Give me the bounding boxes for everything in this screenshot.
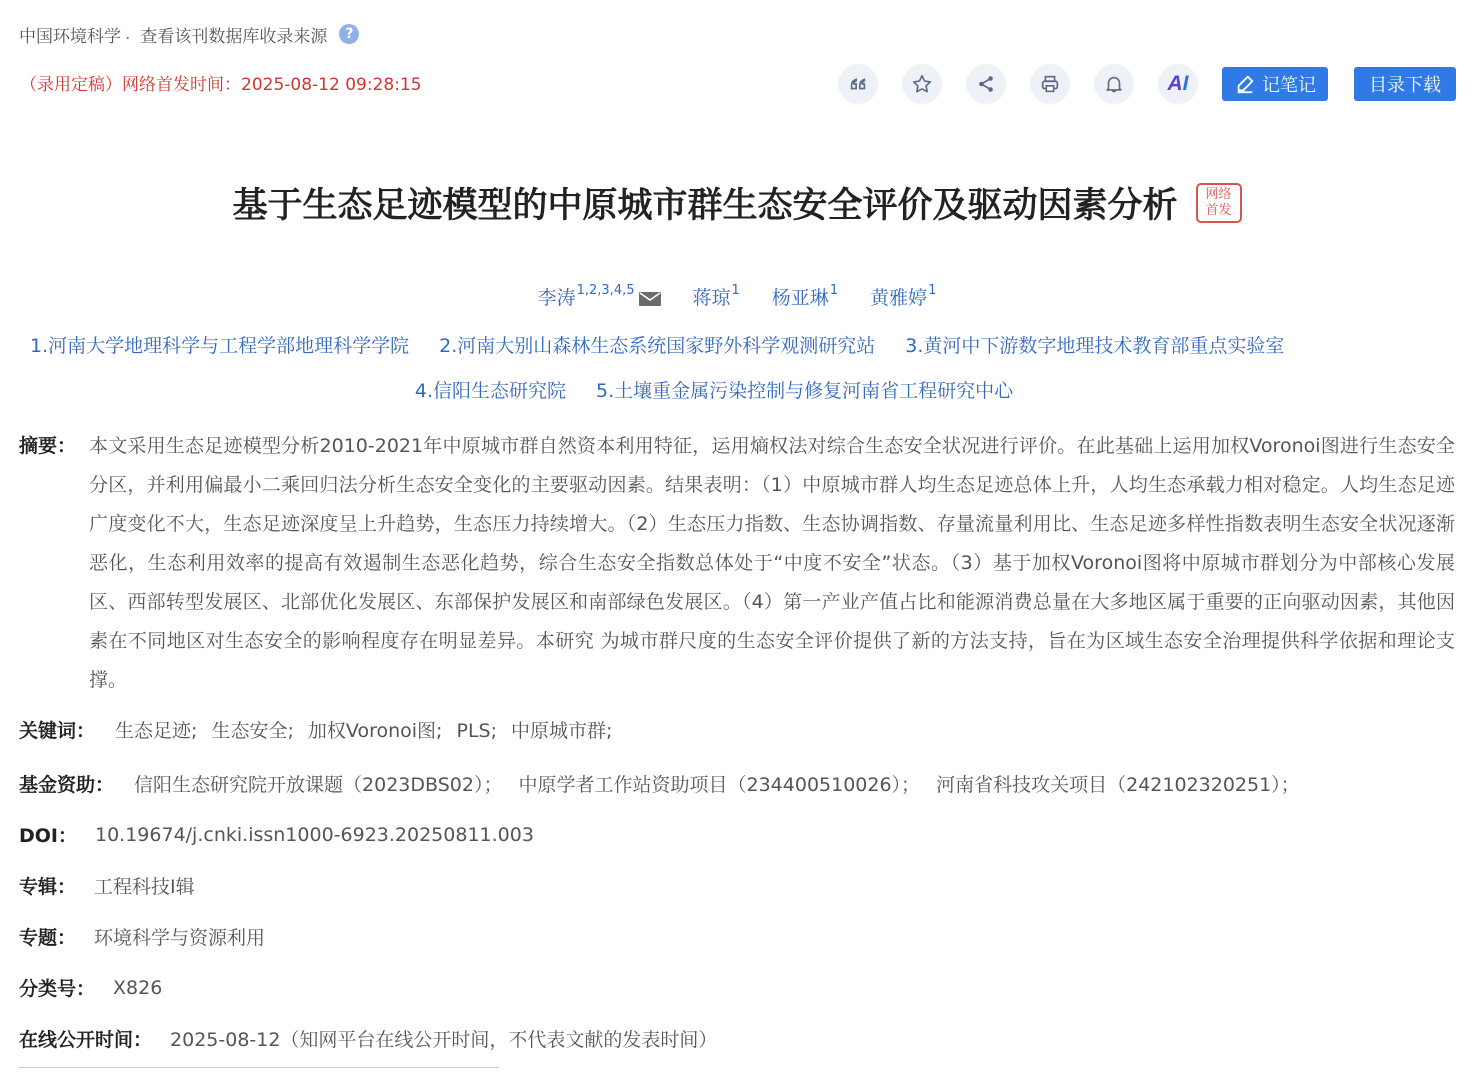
- keyword-list: [115, 716, 620, 743]
- funding-link[interactable]: 河南省科技攻关项目（242102320251）；: [936, 774, 1300, 796]
- author-sup: 1,2,3,4,5: [576, 283, 635, 298]
- keywords-label: 关键词：: [19, 720, 96, 742]
- doi-label: DOI：: [19, 825, 77, 847]
- article-title: 基于生态足迹模型的中原城市群生态安全评价及驱动因素分析: [232, 186, 1178, 226]
- toc-download-button[interactable]: 目录下载: [1354, 67, 1456, 101]
- affiliation-link[interactable]: 3.黄河中下游数字地理技术教育部重点实验室: [905, 335, 1285, 357]
- affiliation-list: [0, 376, 1428, 403]
- subject-label: 专题：: [19, 927, 77, 949]
- source-link[interactable]: 查看该刊数据库收录来源: [140, 26, 328, 47]
- author-list: [0, 283, 1474, 310]
- author-sup: 1: [829, 283, 839, 298]
- funding-row: [19, 770, 1310, 797]
- funding-list: [134, 770, 1310, 797]
- author-sup: 1: [731, 283, 740, 298]
- quote-icon[interactable]: [838, 64, 878, 104]
- toolbar: [814, 64, 1456, 104]
- author-name: 李涛: [537, 287, 576, 309]
- pen-icon: [1234, 73, 1256, 95]
- author-name: 蒋琼: [692, 287, 731, 309]
- classification-label: 分类号：: [19, 978, 96, 1000]
- online-time-value: 2025-08-12（知网平台在线公开时间，不代表文献的发表时间）: [170, 1029, 718, 1051]
- keyword-link[interactable]: 加权Voronoi图;: [307, 720, 443, 742]
- journal-separator: .: [125, 24, 131, 44]
- title-row: [0, 178, 1474, 228]
- author-name: 杨亚琳: [771, 287, 829, 309]
- keywords-row: [19, 716, 620, 743]
- print-icon[interactable]: [1030, 64, 1070, 104]
- keyword-link[interactable]: 生态足迹;: [115, 720, 198, 742]
- share-icon[interactable]: [966, 64, 1006, 104]
- divider: [19, 1067, 499, 1068]
- subject-row: [19, 923, 265, 950]
- badge-line2: 首发: [1205, 203, 1232, 218]
- author-link[interactable]: [870, 283, 936, 310]
- badge-line1: 网络: [1205, 187, 1232, 202]
- online-time-label: 在线公开时间：: [19, 1029, 153, 1051]
- author-link[interactable]: [693, 283, 740, 310]
- series-label: 专辑：: [19, 876, 77, 898]
- affiliation-link[interactable]: 1.河南大学地理科学与工程学部地理科学学院: [30, 335, 410, 357]
- take-note-label: 记笔记: [1262, 75, 1316, 96]
- affiliation-link[interactable]: 4.信阳生态研究院: [414, 380, 566, 402]
- series-value: 工程科技Ⅰ辑: [94, 876, 195, 898]
- affiliation-link[interactable]: 5.土壤重金属污染控制与修复河南省工程研究中心: [596, 380, 1014, 402]
- mail-icon[interactable]: [639, 292, 661, 306]
- doi-row: [19, 821, 534, 848]
- affiliation-list: [30, 331, 1314, 358]
- keyword-link[interactable]: PLS;: [456, 720, 497, 742]
- classification-value: X826: [113, 976, 163, 999]
- funding-link[interactable]: 中原学者工作站资助项目（234400510026）；: [518, 774, 921, 796]
- network-pub-time: （录用定稿）网络首发时间：2025-08-12 09:28:15: [20, 75, 422, 95]
- author-sup: 1: [928, 283, 937, 298]
- abstract-text: 本文采用生态足迹模型分析2010-2021年中原城市群自然资本利用特征，运用熵权法对综合生态安全状况进行评价。在此基础上运用加权Voronoi图进行生态安全分区，并利用偏最小二乘回归法分析生态安全变化的主要驱动因素。结果表明：（1）中原城市群人均生态足迹总体上升，人均生态承载力相对稳定。人均生态足迹广度变化不大，生态足迹深度呈上升趋势，生态压力持续增大。（2）生态压力指数、生态协调指数、存量流量利用比、生态足迹多样性指数表明生态安全状况逐渐恶化，生态利用效率的提高有效遏制生态恶化趋势，综合生态安全指数总体处于“中度不安全”状态。（3）基于加权Voronoi图将中原城市群划分为中部核心发展区、西部转型发展区、北部优化发展区、东部保护发展区和南部绿色发展区。（4）第一产业产值占比和能源消费总量在大多地区属于重要的正向驱动因素，其他因素在不同地区对生态安全的影响程度存在明显差异。本研究 为城市群尺度的生态安全评价提供了新的方法支持，旨在为区域生态安全治理提供科学依据和理论支撑。: [89, 435, 1455, 691]
- author-name: 黄雅婷: [870, 287, 928, 309]
- funding-label: 基金资助：: [19, 774, 115, 796]
- keyword-link[interactable]: 生态安全;: [211, 720, 294, 742]
- affiliation-link[interactable]: 2.河南大别山森林生态系统国家野外科学观测研究站: [439, 335, 876, 357]
- abstract-section: [19, 427, 1459, 700]
- online-time-row: [19, 1025, 717, 1052]
- help-icon[interactable]: ?: [339, 24, 359, 44]
- star-icon[interactable]: [902, 64, 942, 104]
- ai-icon[interactable]: [1158, 64, 1198, 104]
- series-row: [19, 872, 195, 899]
- classification-row: [19, 974, 162, 1001]
- journal-line: [19, 22, 359, 46]
- journal-link[interactable]: 中国环境科学: [19, 26, 121, 47]
- author-link[interactable]: [538, 283, 661, 310]
- abstract-label: 摘要：: [19, 435, 77, 457]
- keyword-link[interactable]: 中原城市群;: [511, 720, 613, 742]
- author-link[interactable]: [772, 283, 838, 310]
- ai-label-i: I: [1182, 72, 1189, 95]
- subject-value: 环境科学与资源利用: [94, 927, 266, 949]
- funding-link[interactable]: 信阳生态研究院开放课题（2023DBS02）；: [134, 774, 503, 796]
- take-note-button[interactable]: [1222, 67, 1328, 101]
- ai-label-a: A: [1167, 72, 1183, 95]
- doi-value: 10.19674/j.cnki.issn1000-6923.20250811.003: [95, 823, 534, 846]
- network-first-badge: [1196, 183, 1242, 223]
- bell-icon[interactable]: [1094, 64, 1134, 104]
